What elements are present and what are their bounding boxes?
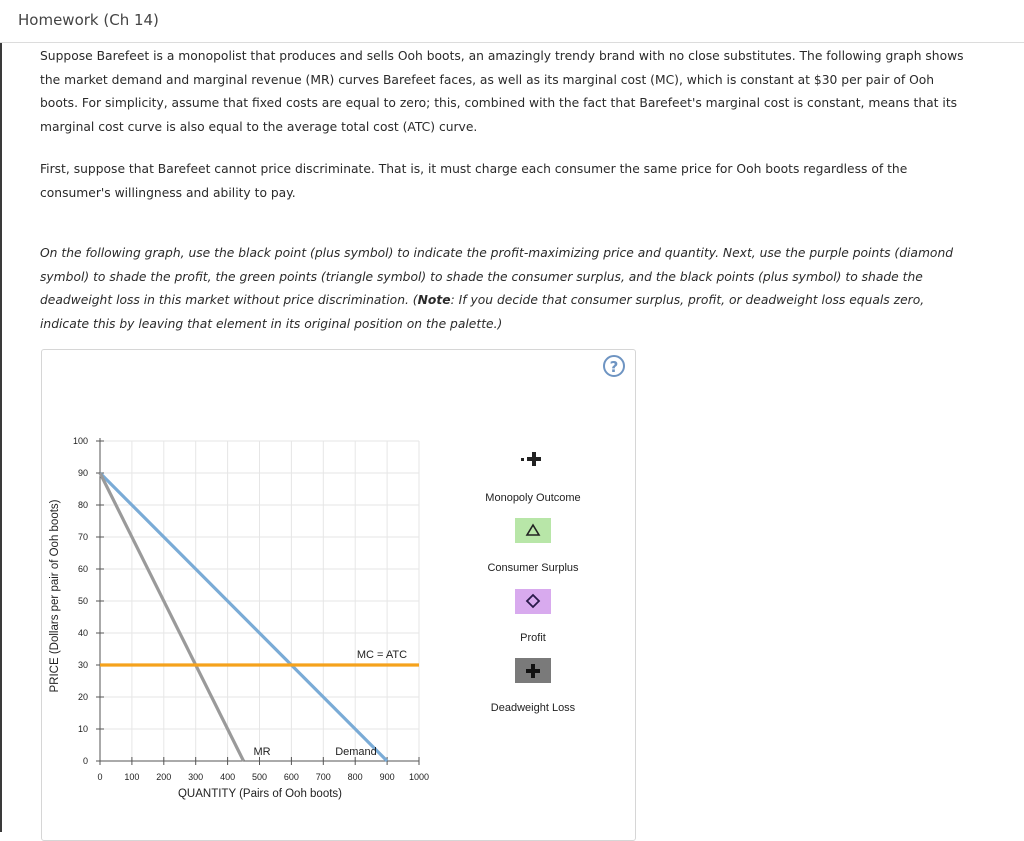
palette-label-deadweight-loss: Deadweight Loss	[490, 702, 576, 714]
demand-curve	[100, 473, 387, 761]
plus-point-icon[interactable]	[521, 452, 541, 466]
palette-monopoly-outcome[interactable]	[485, 452, 580, 504]
palette-profit[interactable]	[515, 589, 551, 644]
chart-ticks	[73, 436, 429, 782]
x-tick-label: 400	[220, 772, 236, 782]
y-tick-label: 40	[77, 628, 88, 638]
x-tick-label: 0	[97, 772, 103, 782]
y-tick-label: 50	[77, 596, 88, 606]
palette-label-monopoly-outcome: Monopoly Outcome	[485, 492, 581, 504]
x-tick-label: 900	[379, 772, 395, 782]
y-tick-label: 90	[77, 468, 88, 478]
page-title: Homework (Ch 14)	[18, 11, 159, 29]
palette-consumer-surplus[interactable]	[487, 518, 579, 574]
y-tick-label: 30	[77, 660, 88, 670]
intro-paragraph: Suppose Barefeet is a monopolist that produces and sells Ooh boots, an amazingly trendy brand with no close substitutes. The following graph shows the market demand and marginal revenue (MR) curves Barefeet faces, as well as its marginal cost (MC), which is constant at $30 per pair of Ooh boots. For simplicity, assume that fixed costs are equal to zero; this, combined with the fact that Barefeet's marginal cost is constant, means that its marginal cost curve is also equal to the average total cost (ATC) curve.	[40, 49, 964, 134]
mr-curve	[100, 473, 244, 761]
palette-label-consumer-surplus: Consumer Surplus	[487, 562, 579, 574]
price-discrimination-paragraph: First, suppose that Barefeet cannot price discriminate. That is, it must charge each consumer the same price for Ooh boots regardless of the consumer's willingness and ability to pay.	[40, 162, 908, 200]
consumer-surplus-swatch	[515, 518, 551, 543]
x-tick-label: 600	[283, 772, 299, 782]
demand-label: Demand	[335, 746, 377, 758]
y-tick-label: 0	[82, 756, 88, 766]
help-icon[interactable]: ?	[603, 355, 625, 377]
x-tick-label: 500	[251, 772, 268, 782]
chart-grid	[100, 441, 419, 761]
y-tick-label: 10	[77, 724, 88, 734]
x-tick-label: 800	[347, 772, 363, 782]
x-tick-label: 1000	[408, 772, 430, 782]
y-axis-label: PRICE (Dollars per pair of Ooh boots)	[49, 499, 61, 693]
profit-swatch	[515, 589, 551, 614]
x-tick-label: 200	[156, 772, 172, 782]
y-tick-label: 20	[77, 692, 88, 702]
palette-deadweight-loss[interactable]	[491, 658, 576, 714]
y-tick-label: 70	[77, 532, 88, 542]
x-tick-label: 300	[188, 772, 204, 782]
y-tick-label: 100	[72, 436, 88, 446]
x-tick-label: 100	[124, 772, 140, 782]
instruction-text-b: : If you decide that consumer surplus, profit, or deadweight loss equals zero, indicate this by leaving that element in its original position on the palette.)	[40, 293, 925, 331]
note-label: Note	[417, 293, 451, 307]
x-tick-label: 700	[315, 772, 331, 782]
y-tick-label: 60	[77, 564, 88, 574]
y-tick-label: 80	[77, 500, 88, 510]
mc-atc-label: MC = ATC	[356, 649, 408, 661]
palette-label-profit: Profit	[520, 632, 546, 644]
mr-label: MR	[253, 746, 271, 758]
x-axis-label: QUANTITY (Pairs of Ooh boots)	[177, 788, 343, 800]
instruction-text-a: On the following graph, use the black point (plus symbol) to indicate the profit-maximizing price and quantity. Next, use the purple points (diamond symbol) to shade the profit, the green points (triangle symbol) to shade the consumer surplus, and the black points (plus symbol) to shade the deadweight loss in this market without price discrimination. (	[40, 246, 954, 307]
